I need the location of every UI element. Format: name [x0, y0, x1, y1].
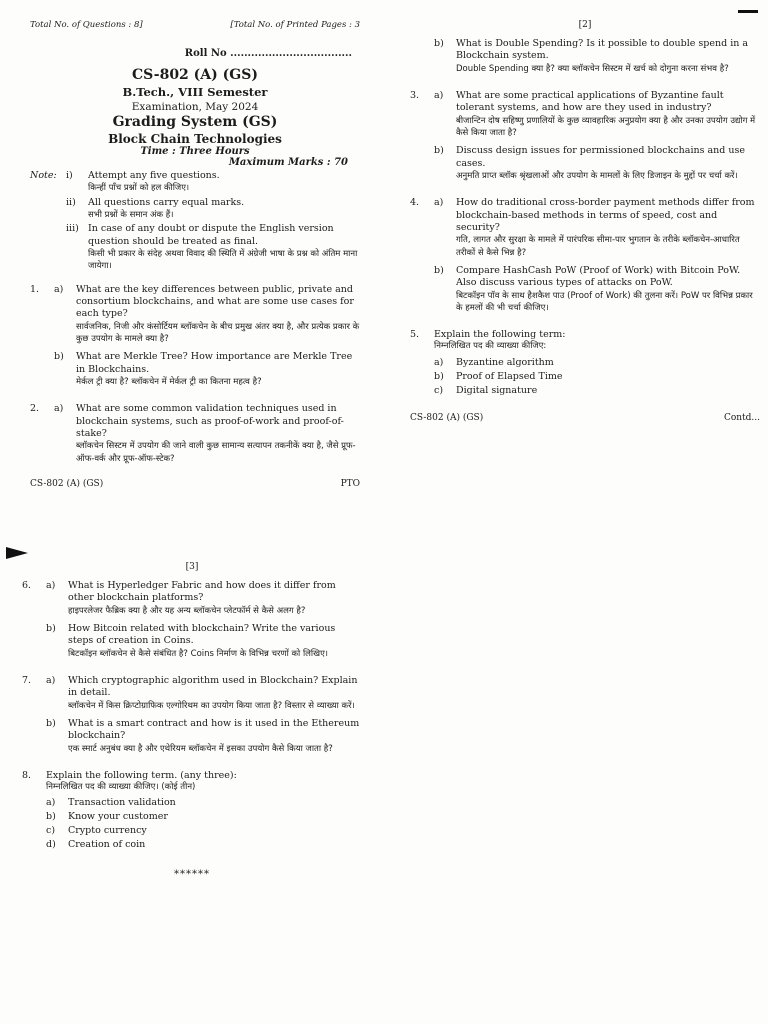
question-text-en: Explain the following term. (any three):: [46, 770, 237, 781]
question-text-hi: एक स्मार्ट अनुबंध क्या है और एथेरियम ब्लॉकचेन में इसका उपयोग कैसे किया जाता है?: [68, 743, 333, 754]
question-text-en: What is a smart contract and how is it used in the Ethereum blockchain?: [68, 718, 360, 742]
roll-number: Roll No ...................................: [184, 48, 352, 59]
term-list: [434, 357, 760, 396]
footer-pto: PTO: [340, 478, 360, 489]
question-3: [410, 90, 760, 188]
question-number: 1.: [30, 283, 40, 295]
question-text-hi: निम्नलिखित पद की व्याख्या कीजिए:: [434, 341, 547, 352]
question-text-hi: ब्लॉकचेन में किस क्रिप्टोग्राफिक एल्गोरिथम का उपयोग किया जाता है? विस्तार से व्याख्या करें।: [68, 700, 355, 711]
question-text-en: How do traditional cross-border payment methods differ from blockchain-based methods in terms of speed, cost and security?: [456, 197, 755, 233]
question-6: [22, 580, 362, 666]
question-part: [434, 145, 760, 182]
question-text-hi: बिटकॉइन पॉव के साथ हैशकैश पाउ (Proof of Work) की तुलना करें। PoW पर विभिन्न प्रकार के हमलों की भी चर्चा कीजिए।: [456, 290, 753, 313]
question-part: [46, 675, 362, 712]
question-text-hi: मेर्कल ट्री क्या है? ब्लॉकचेन में मेर्कल ट्री का कितना महत्व है?: [76, 376, 262, 387]
exam-session: Examination, May 2024: [131, 101, 259, 113]
question-text-hi: सार्वजनिक, निजी और कंसोर्टियम ब्लॉकचेन के बीच प्रमुख अंतर क्या है, और प्रत्येक प्रकार के कुछ उपयोग के मामले क्या है?: [76, 321, 360, 344]
exam-page-2: [410, 20, 760, 423]
total-questions: Total No. of Questions : 8]: [30, 20, 143, 30]
scan-mark-top-right: [738, 10, 758, 13]
note-label: Note:: [30, 170, 57, 181]
question-text-hi: बीजान्टिन दोष सहिष्णु प्रणालियों के कुछ व्यावहारिक अनुप्रयोग क्या है और उनका उपयोग उद्योग में कैसे किया जाता है?: [456, 115, 756, 138]
item-label: c): [434, 384, 444, 396]
paper-code: CS-802 (A) (GS): [132, 67, 258, 83]
item-text: Creation of coin: [68, 839, 146, 851]
page-number: [3]: [185, 562, 199, 572]
item-text: Know your customer: [68, 811, 168, 823]
page-number: [2]: [578, 20, 592, 30]
question-text-hi: गति, लागत और सुरक्षा के मामले में पारंपरिक सीमा-पार भुगतान के तरीके ब्लॉकचेन-आधारित तरीकों से कैसे भिन्न है?: [456, 235, 740, 258]
exam-time: Time : Three Hours: [140, 146, 250, 157]
question-7: [22, 675, 362, 761]
instruction-en: All questions carry equal marks.: [88, 196, 245, 208]
question-text-en: What is Hyperledger Fabric and how does it differ from other blockchain platforms?: [68, 580, 336, 604]
subject-title: Block Chain Technologies: [108, 132, 282, 146]
list-item: [46, 811, 362, 822]
question-part: [46, 623, 362, 660]
instruction-num: iii): [66, 223, 79, 235]
exam-page-1: [30, 20, 360, 489]
question-text-en: How Bitcoin related with blockchain? Write the various steps of creation in Coins.: [68, 623, 336, 647]
instruction-item: [66, 170, 360, 195]
footer-contd: Contd...: [723, 412, 760, 423]
question-part: [434, 90, 760, 139]
question-text-en: Explain the following term:: [434, 329, 566, 341]
page-header: [30, 20, 360, 30]
instruction-num: ii): [66, 196, 76, 208]
list-item: [46, 797, 362, 808]
scan-mark-left-arrow: [6, 547, 28, 559]
question-part: [54, 403, 360, 465]
exam-page-3: [22, 562, 362, 880]
part-label: b): [46, 718, 56, 729]
total-pages: [Total No. of Printed Pages : 3: [230, 20, 360, 30]
question-part: [434, 265, 760, 314]
question-part: [46, 580, 362, 617]
instruction-num: i): [66, 170, 73, 181]
instruction-en: In case of any doubt or dispute the English version question should be treated as final.: [88, 223, 334, 247]
end-of-paper: ******: [174, 869, 210, 881]
list-item: [434, 357, 760, 368]
question-number: 8.: [22, 770, 32, 781]
grading-system: Grading System (GS): [112, 114, 278, 130]
page-footer: [410, 413, 760, 423]
question-2: [30, 403, 360, 471]
question-text-en: What are some common validation techniques used in blockchain systems, such as proof-of-work and proof-of-stake?: [76, 403, 344, 439]
item-label: b): [46, 811, 56, 823]
page-footer: [30, 479, 360, 489]
instruction-item: [66, 197, 360, 222]
item-label: a): [46, 797, 56, 809]
question-part: [54, 284, 360, 346]
question-number: 6.: [22, 580, 32, 591]
item-text: Byzantine algorithm: [456, 356, 554, 368]
question-text-hi: बिटकॉइन ब्लॉकचेन से कैसे संबंधित है? Coins निर्माण के विभिन्न चरणों को लिखिए।: [68, 648, 328, 659]
item-label: c): [46, 825, 56, 837]
list-item: [46, 839, 362, 850]
question-text-en: Which cryptographic algorithm used in Blockchain? Explain in detail.: [68, 675, 358, 699]
item-text: Proof of Elapsed Time: [456, 370, 563, 382]
item-label: a): [434, 356, 444, 368]
question-number: 4.: [410, 197, 420, 209]
item-text: Transaction validation: [68, 797, 176, 809]
instructions: [30, 170, 360, 275]
term-list: [46, 797, 362, 850]
question-part: [434, 38, 760, 75]
question-text-en: What are Merkle Tree? How importance are Merkle Tree in Blockchains.: [76, 351, 353, 375]
question-part: [54, 351, 360, 388]
max-marks: Maximum Marks : 70: [228, 157, 348, 168]
question-number: 5.: [410, 329, 420, 341]
footer-code: CS-802 (A) (GS): [410, 412, 484, 423]
item-label: d): [46, 839, 56, 851]
instruction-en: Attempt any five questions.: [88, 170, 220, 181]
footer-code: CS-802 (A) (GS): [30, 478, 104, 489]
question-text-en: Compare HashCash PoW (Proof of Work) with Bitcoin PoW. Also discuss various types of attacks on PoW.: [456, 264, 741, 289]
part-label: b): [434, 38, 444, 49]
part-label: a): [434, 197, 444, 209]
part-label: b): [434, 264, 444, 276]
instruction-hi: किन्हीं पाँच प्रश्नों को हल कीजिए।: [88, 183, 190, 194]
question-number: 7.: [22, 675, 32, 686]
part-label: a): [54, 403, 64, 415]
question-part: [46, 718, 362, 755]
list-item: [46, 825, 362, 836]
question-text-hi: हाइपरलेजर फैब्रिक क्या है और यह अन्य ब्लॉकचेन प्लेटफॉर्म से कैसे अलग है?: [68, 605, 306, 616]
question-text-en: What are the key differences between public, private and consortium blockchains, and what are some use cases for each type?: [76, 283, 354, 320]
part-label: b): [434, 145, 444, 157]
question-text-hi: अनुमति प्राप्त ब्लॉक श्रृंखलाओं और उपयोग के मामलों के लिए डिजाइन के मुद्दों पर चर्चा करें।: [456, 171, 738, 181]
question-number: 3.: [410, 90, 420, 101]
item-label: b): [434, 370, 444, 382]
item-text: Crypto currency: [68, 825, 147, 837]
question-text-hi: Double Spending क्या है? क्या ब्लॉकचेन सिस्टम में खर्च को दोगुना करना संभव है?: [456, 63, 729, 74]
part-label: b): [54, 351, 64, 363]
list-item: [434, 371, 760, 382]
question-part: [434, 197, 760, 259]
list-item: [434, 385, 760, 396]
part-label: a): [54, 283, 64, 295]
question-1: [30, 284, 360, 395]
question-4: [410, 197, 760, 320]
instruction-hi: सभी प्रश्नों के समान अंक हैं।: [88, 210, 174, 220]
question-text-hi: ब्लॉकचेन सिस्टम में उपयोग की जाने वाली कुछ सामान्य सत्यापन तकनीकें क्या है, जैसे प्रूफ-ऑफ-वर्क और प्रूफ-ऑफ-स्टेक?: [76, 441, 356, 464]
item-text: Digital signature: [456, 384, 538, 396]
question-8: [22, 770, 362, 853]
question-text-en: What is Double Spending? Is it possible to double spend in a Blockchain system.: [456, 38, 749, 62]
part-label: a): [46, 675, 56, 686]
semester: B.Tech., VIII Semester: [122, 85, 268, 99]
instruction-item: [66, 223, 360, 272]
question-text-en: What are some practical applications of Byzantine fault tolerant systems, and how are they used in industry?: [456, 90, 724, 114]
question-text-hi: निम्नलिखित पद की व्याख्या कीजिए। (कोई तीन): [46, 782, 196, 792]
instruction-hi: किसी भी प्रकार के संदेह अथवा विवाद की स्थिति में अंग्रेजी भाषा के प्रश्न को अंतिम माना जायेगा।: [88, 249, 358, 272]
question-2-continued: [410, 38, 760, 81]
part-label: b): [46, 623, 56, 634]
question-5: [410, 329, 760, 398]
question-text-en: Discuss design issues for permissioned blockchains and use cases.: [456, 145, 746, 169]
question-number: 2.: [30, 403, 40, 415]
part-label: a): [46, 580, 56, 591]
part-label: a): [434, 90, 444, 101]
